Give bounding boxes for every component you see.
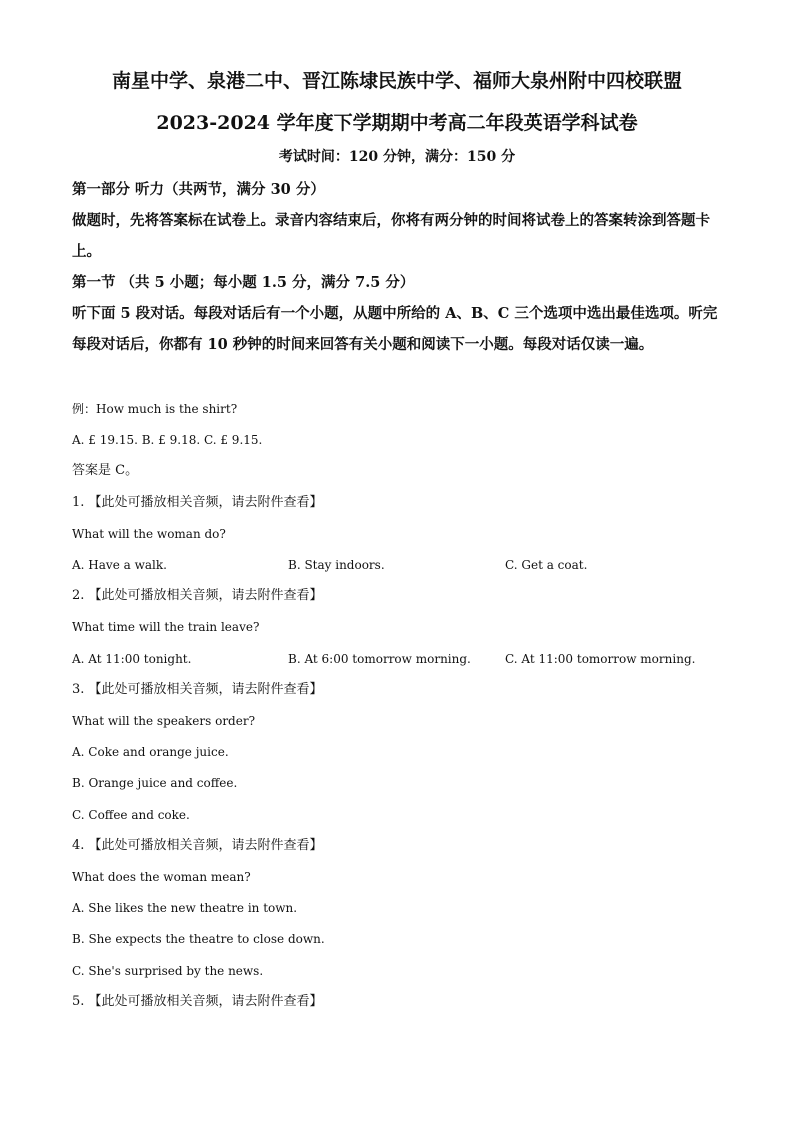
audio-note-5: 5. 【此处可播放相关音频，请去附件查看】	[72, 994, 323, 1009]
question-1-option-a: A. Have a walk.	[72, 558, 167, 572]
question-3-option-c: C. Coffee and coke.	[72, 808, 190, 822]
question-4-text: What does the woman mean?	[72, 870, 251, 884]
question-4-option-a: A. She likes the new theatre in town.	[72, 901, 298, 915]
question-4-option-b: B. She expects the theatre to close down.	[72, 932, 325, 946]
question-1-options	[72, 556, 722, 574]
example-question: 例：How much is the shirt?	[72, 402, 238, 416]
exam-title-line2: 2023-2024 学年度下学期期中考高二年段英语学科试卷	[156, 112, 638, 134]
question-1-option-c: C. Get a coat.	[505, 558, 588, 572]
question-2-options	[72, 650, 722, 668]
question-3-text: What will the speakers order?	[72, 714, 256, 728]
section1-instruction: 听下面 5 段对话。每段对话后有一个小题，从题中所给的 A、B、C 三个选项中选出最佳选项。听完每段对话后，你都有 10 秒钟的时间来回答有关小题和阅读下一小题。每段对话仅读一遍。	[72, 305, 718, 353]
question-2-option-b: B. At 6:00 tomorrow morning.	[288, 652, 471, 666]
question-4-option-c: C. She's surprised by the news.	[72, 964, 264, 978]
audio-note-3: 3. 【此处可播放相关音频，请去附件查看】	[72, 682, 323, 697]
audio-note-1: 1. 【此处可播放相关音频，请去附件查看】	[72, 495, 323, 510]
part1-instruction: 做题时，先将答案标在试卷上。录音内容结束后，你将有两分钟的时间将试卷上的答案转涂到答题卡上。	[72, 212, 710, 260]
question-1-text: What will the woman do?	[72, 527, 226, 541]
question-2-text: What time will the train leave?	[72, 620, 260, 634]
exam-info: 考试时间：120 分钟，满分：150 分	[278, 149, 516, 165]
question-3-option-a: A. Coke and orange juice.	[72, 745, 229, 759]
question-2-option-a: A. At 11:00 tonight.	[72, 652, 192, 666]
question-1-option-b: B. Stay indoors.	[288, 558, 385, 572]
question-3-option-b: B. Orange juice and coffee.	[72, 776, 238, 790]
example-answer: 答案是 C。	[72, 463, 139, 478]
section1-heading: 第一节 （共 5 小题；每小题 1.5 分，满分 7.5 分）	[72, 274, 415, 291]
audio-note-4: 4. 【此处可播放相关音频，请去附件查看】	[72, 838, 323, 853]
question-2-option-c: C. At 11:00 tomorrow morning.	[505, 652, 696, 666]
exam-title-line1: 南星中学、泉港二中、晋江陈埭民族中学、福师大泉州附中四校联盟	[111, 70, 682, 92]
part1-heading: 第一部分 听力（共两节，满分 30 分）	[72, 181, 325, 198]
example-options: A. £ 19.15. B. £ 9.18. C. £ 9.15.	[72, 433, 263, 447]
audio-note-2: 2. 【此处可播放相关音频，请去附件查看】	[72, 588, 323, 603]
